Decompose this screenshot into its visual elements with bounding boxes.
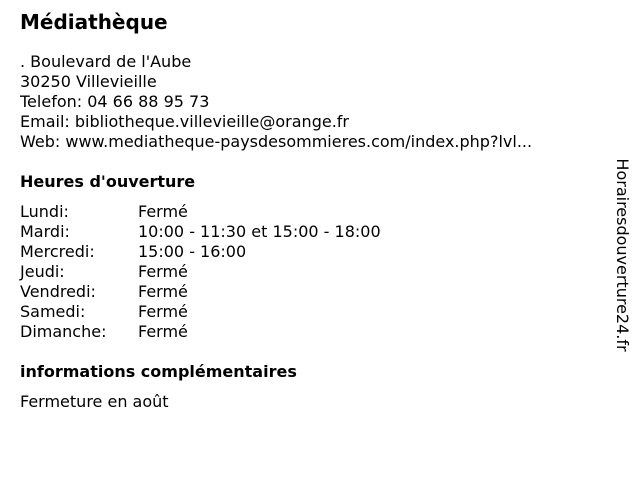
hours-day: Mercredi: [20,242,95,261]
address-block [20,52,600,152]
hours-heading: Heures d'ouverture [20,172,196,191]
hours-time: Fermé [138,302,188,321]
hours-row [20,282,600,302]
hours-day: Jeudi: [20,262,65,281]
hours-time: 10:00 - 11:30 et 15:00 - 18:00 [138,222,381,241]
hours-row [20,202,600,222]
hours-day: Vendredi: [20,282,96,301]
hours-time: 15:00 - 16:00 [138,242,247,261]
hours-row [20,222,600,242]
hours-time: Fermé [138,322,188,341]
content [20,10,600,412]
page-title: Médiathèque [20,10,168,34]
site-watermark: Horairesdouverture24.fr [613,158,632,352]
hours-row [20,322,600,342]
info-text: Fermeture en août [20,392,169,411]
hours-row [20,262,600,282]
city-address: 30250 Villevieille [20,72,157,91]
hours-row [20,302,600,322]
email-line: Email: bibliotheque.villevieille@orange.fr [20,112,349,131]
hours-time: Fermé [138,282,188,301]
hours-day: Samedi: [20,302,86,321]
phone-line: Telefon: 04 66 88 95 73 [20,92,210,111]
hours-day: Lundi: [20,202,69,221]
info-heading: informations complémentaires [20,362,297,381]
hours-row [20,242,600,262]
hours-day: Mardi: [20,222,70,241]
hours-day: Dimanche: [20,322,107,341]
hours-table [20,202,600,342]
street-address: . Boulevard de l'Aube [20,52,192,71]
web-line: Web: www.mediatheque-paysdesommieres.com/index.php?lvl... [20,132,533,151]
hours-time: Fermé [138,262,188,281]
hours-time: Fermé [138,202,188,221]
